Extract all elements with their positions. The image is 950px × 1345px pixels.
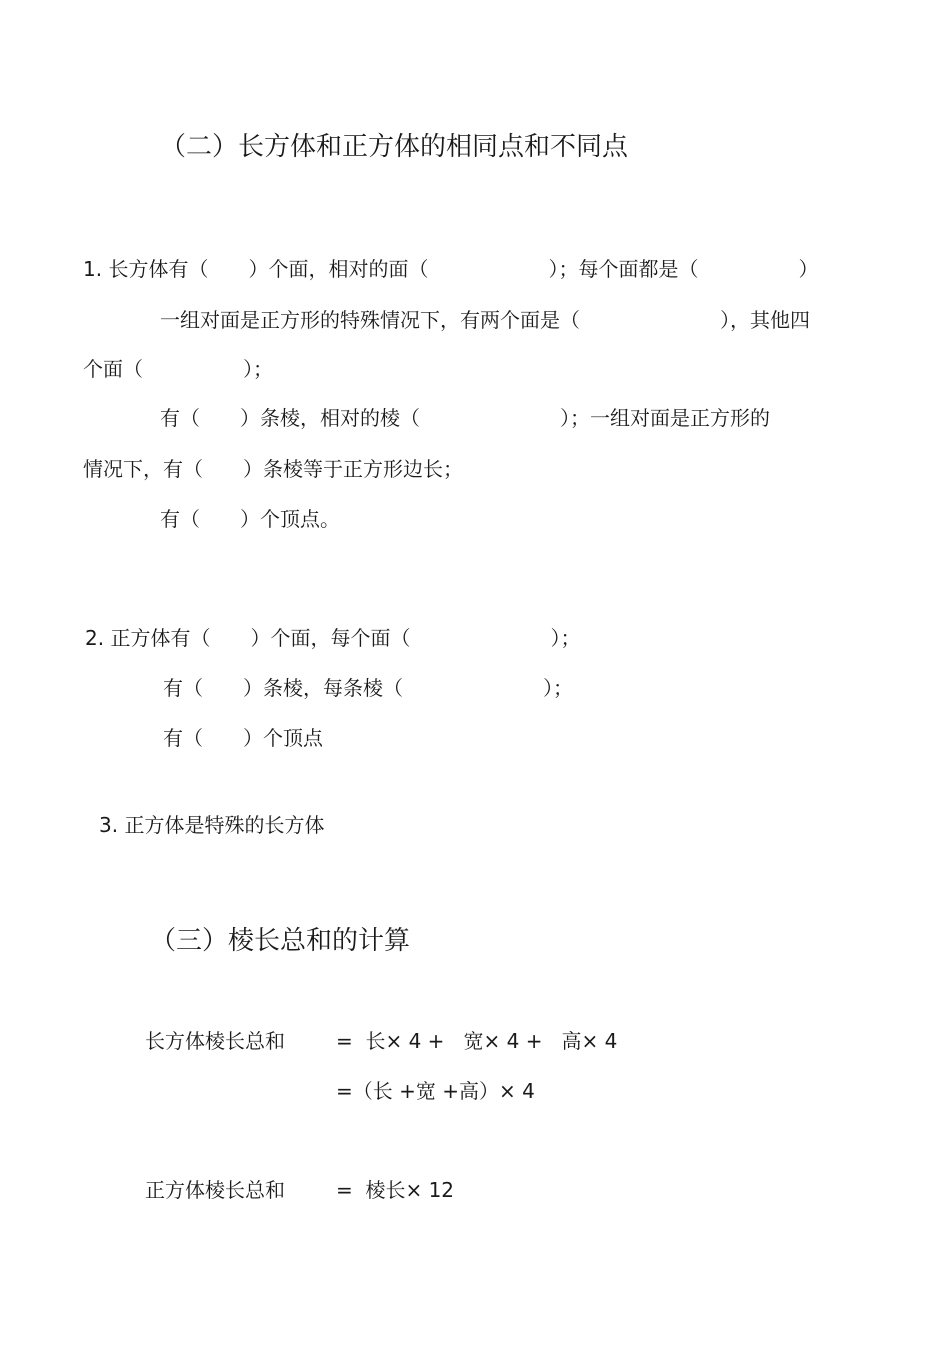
item-1-line-6: 有（ ）个顶点。 bbox=[160, 507, 340, 531]
cuboid-edge-sum-formula-1: = 长× 4 + 宽× 4 + 高× 4 bbox=[336, 1029, 618, 1053]
item-1-line-5: 情况下，有（ ）条棱等于正方形边长； bbox=[83, 457, 463, 481]
item-3-line-1: 3. 正方体是特殊的长方体 bbox=[99, 813, 325, 837]
item-1-line-4: 有（ ）条棱，相对的棱（ ）；一组对面是正方形的 bbox=[160, 406, 770, 430]
item-2-line-3: 有（ ）个顶点 bbox=[163, 726, 323, 750]
item-2-line-2: 有（ ）条棱，每条棱（ ）； bbox=[163, 676, 573, 700]
cube-edge-sum-formula: = 棱长× 12 bbox=[336, 1178, 455, 1202]
cuboid-edge-sum-formula-2: =（长 +宽 +高）× 4 bbox=[336, 1079, 535, 1103]
cuboid-edge-sum-label: 长方体棱长总和 bbox=[145, 1029, 285, 1053]
item-1-line-1: 1. 长方体有（ ）个面，相对的面（ ）；每个面都是（ ） bbox=[83, 257, 819, 281]
heading-section-2: （二）长方体和正方体的相同点和不同点 bbox=[160, 132, 629, 162]
heading-section-3: （三）棱长总和的计算 bbox=[150, 926, 411, 956]
item-1-line-3: 个面（ ）； bbox=[83, 357, 273, 381]
item-1-line-2: 一组对面是正方形的特殊情况下，有两个面是（ ），其他四 bbox=[160, 308, 810, 332]
item-2-line-1: 2. 正方体有（ ）个面，每个面（ ）； bbox=[85, 626, 581, 650]
cube-edge-sum-label: 正方体棱长总和 bbox=[145, 1178, 285, 1202]
